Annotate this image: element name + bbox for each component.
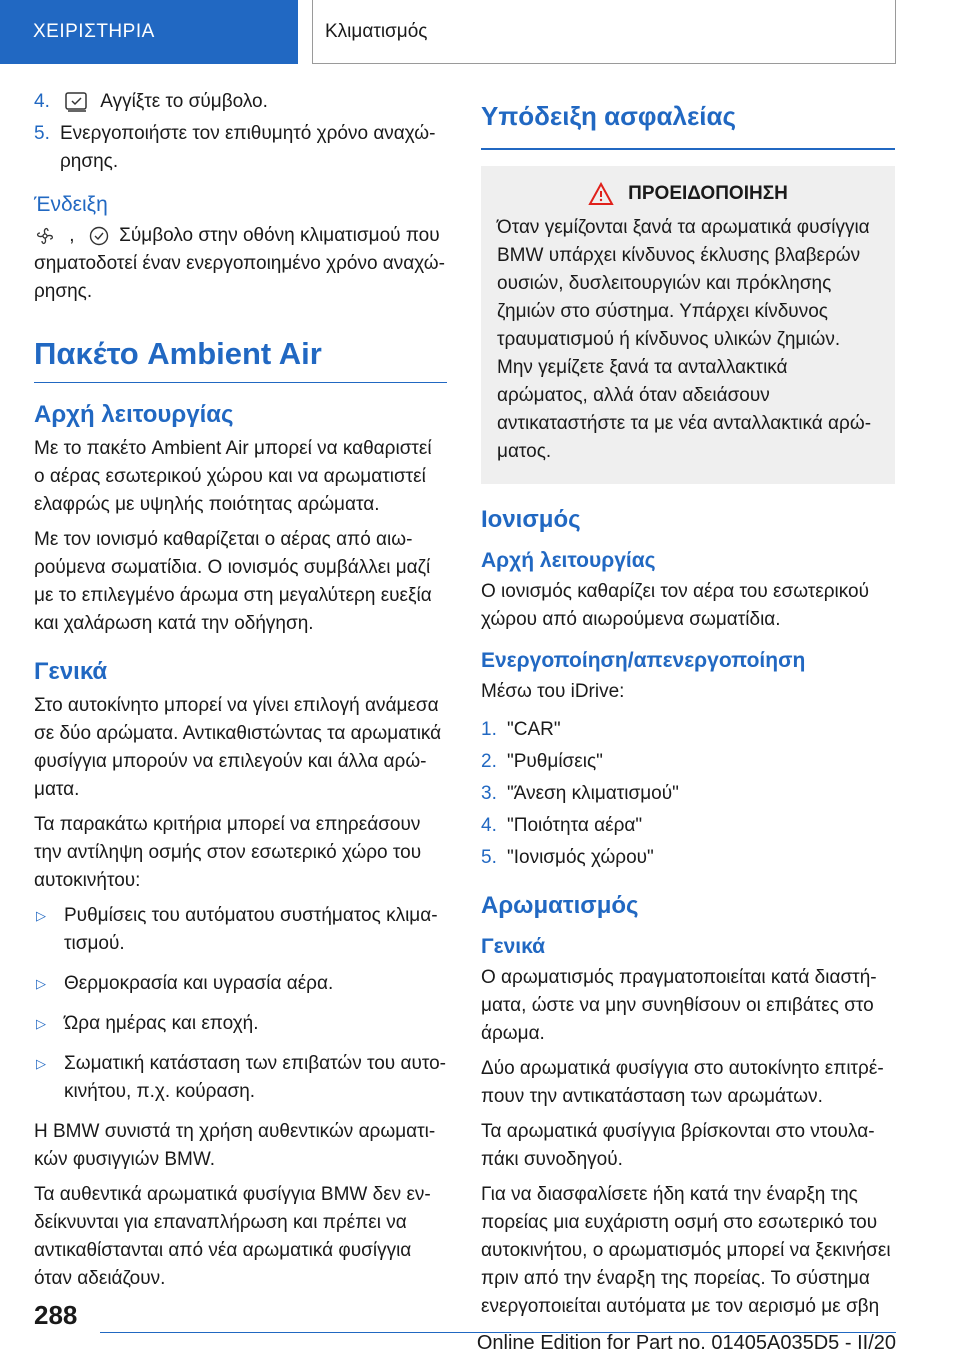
warning-label: ΠΡΟΕΙΔΟΠΟΙΗΣΗ: [628, 183, 788, 204]
edition-note: Online Edition for Part no. 01405A035D5 - II/20: [476, 1332, 896, 1354]
list-item-text: Ώρα ημέρας και εποχή.: [64, 1013, 259, 1034]
activation-steps: [481, 716, 895, 872]
section-tab[interactable]: [0, 0, 298, 64]
general-paragraph-2: Τα παρακάτω κριτήρια μπορεί να επηρεάσουν την αντίληψη οσμής στον εσωτερικό χώρο του αυτοκινήτου:: [34, 814, 422, 891]
warning-triangle-icon: [588, 182, 614, 206]
step-text: "Ιονισμός χώρου": [507, 847, 654, 868]
indication-paragraph: [34, 222, 447, 306]
step-number: 5.: [481, 847, 497, 868]
safety-heading: Υπόδειξη ασφαλείας: [481, 98, 895, 150]
indication-separator: ,: [69, 225, 75, 246]
step-number: 1.: [481, 719, 497, 740]
chapter-title: Κλιματισμός: [325, 20, 428, 42]
bullet-triangle-icon: ▷: [36, 1016, 46, 1031]
menu-path-step: [481, 780, 895, 808]
activation-heading: Ενεργοποίηση/απενεργοποίηση: [481, 649, 806, 672]
step-number: 4.: [34, 91, 50, 112]
page-number: 288: [34, 1300, 78, 1330]
step-text: Ενεργοποιήστε τον επιθυμητό χρόνο αναχώρησης.: [60, 123, 436, 172]
general-paragraph-3: Η BMW συνιστά τη χρήση αυθεντικών αρωματικών φυσιγγιών BMW.: [34, 1121, 436, 1170]
departure-time-symbol-icon: [64, 91, 90, 113]
general-paragraph-4: Τα αυθεντικά αρωματικά φυσίγγια BMW δεν ενδείκνυνται για επαναπλήρωση και πρέπει να αντικαθίστανται από νέα αρωματικά φυσίγγια όταν αδειάζουν.: [34, 1184, 431, 1289]
principle-heading: Αρχή λειτουργίας: [34, 401, 234, 428]
menu-path-step: [481, 812, 895, 840]
step-number: 3.: [481, 783, 497, 804]
step-text: "CAR": [507, 719, 561, 740]
criteria-list: [34, 902, 447, 1106]
step-text: "Άνεση κλιματισμού": [507, 783, 679, 804]
ion-heading: Ιονισμός: [481, 506, 581, 533]
warning-header: [497, 180, 879, 208]
menu-path-step: [481, 716, 895, 744]
aroma-paragraph-2: Δύο αρωματικά φυσίγγια στο αυτοκίνητο επιτρέπουν την αντικατάσταση των αρωμάτων.: [481, 1058, 884, 1107]
indication-heading: Ένδειξη: [34, 193, 108, 216]
ion-principle-heading: Αρχή λειτουργίας: [481, 549, 656, 572]
right-column: [481, 88, 895, 1328]
warning-text: Όταν γεμίζονται ξανά τα αρωματικά φυσίγγια BMW υπάρχει κίνδυνος έκλυσης βλαβερών ουσιών, δυσλειτουργιών και πρόκλησης ζημιών στο σύστημα. Υπάρχει κίνδυνος τραυματισμού ή κίνδυνος υλικών ζημιών. Μην γεμίζετε ξανά τα ανταλλακτικά αρώματος, αλλά όταν αδειάσουν αντικαταστήστε τα με νέα ανταλλακτικά αρώματος.: [497, 217, 872, 462]
ion-principle-text: Ο ιονισμός καθαρίζει τον αέρα του εσωτερικού χώρου από αιωρούμενα σωματίδια.: [481, 581, 869, 630]
package-heading: Πακέτο Ambient Air: [34, 336, 447, 383]
bullet-triangle-icon: ▷: [36, 1056, 46, 1071]
aroma-heading: Αρωματισμός: [481, 892, 639, 919]
step-text: [60, 88, 268, 116]
aroma-paragraph-3: Τα αρωματικά φυσίγγια βρίσκονται στο ντουλαπάκι συνοδηγού.: [481, 1121, 875, 1170]
list-item-text: Σωματική κατάσταση των επιβατών του αυτοκινήτου, π.χ. κούραση.: [64, 1053, 446, 1102]
list-item: [34, 1010, 447, 1038]
step-number: 4.: [481, 815, 497, 836]
list-item: [34, 970, 447, 998]
step-item: [34, 88, 447, 116]
step-text-label: Αγγίξτε το σύμβολο.: [100, 91, 268, 112]
list-item-text: Ρυθμίσεις του αυτόματου συστήματος κλιματισμού.: [64, 905, 438, 954]
left-column: [34, 88, 447, 1300]
general-paragraph-1: Στο αυτοκίνητο μπορεί να γίνει επιλογή ανάμεσα σε δύο αρώματα. Αντικαθιστώντας τα αρωματικά φυσίγγια μπορούν να επιλεγούν και άλλα αρώματα.: [34, 695, 442, 800]
bullet-triangle-icon: ▷: [36, 908, 46, 923]
step-number: 5.: [34, 123, 50, 144]
menu-path-step: [481, 844, 895, 872]
warning-box: [481, 166, 895, 484]
list-item: [34, 902, 447, 958]
step-text: "Ρυθμίσεις": [507, 751, 603, 772]
section-title: ΧΕΙΡΙΣΤΗΡΙΑ: [33, 21, 155, 42]
aroma-general-heading: Γενικά: [481, 935, 546, 958]
step-text: "Ποιότητα αέρα": [507, 815, 643, 836]
bullet-triangle-icon: ▷: [36, 976, 46, 991]
step-item: [34, 120, 447, 176]
indication-text: Σύμβολο στην οθόνη κλιματισμού που σηματοδοτεί έναν ενεργοποιημένο χρόνο αναχώρησης.: [34, 225, 445, 302]
aroma-paragraph-1: Ο αρωματισμός πραγματοποιείται κατά διαστήματα, ώστε να μην συνηθίσουν οι επιβάτες στο άρωμα.: [481, 967, 877, 1044]
list-item: [34, 1050, 447, 1106]
activation-intro: Μέσω του iDrive:: [481, 681, 625, 702]
chapter-header: [312, 0, 896, 64]
principle-paragraph-1: Με το πακέτο Ambient Air μπορεί να καθαριστεί ο αέρας εσωτερικού χώρου και να αρωματιστεί ελαφρώς με υψηλής ποιότητας αρώματα.: [34, 438, 432, 515]
general-heading: Γενικά: [34, 658, 108, 685]
list-item-text: Θερμοκρασία και υγρασία αέρα.: [64, 973, 334, 994]
aroma-paragraph-4: Για να διασφαλίσετε ήδη κατά την έναρξη της πορείας μια ευχάριστη οσμή στο εσωτερικό του αυτοκινήτου, ο αρωματισμός μπορεί να ξεκινήσει πριν από την έναρξη της πορείας. Το σύστημα ενεργοποιείται αυτόματα με τον αερισμό με σβη: [481, 1184, 891, 1317]
fan-symbol-icon: [34, 225, 56, 247]
menu-path-step: [481, 748, 895, 776]
timer-symbol-icon: [88, 225, 110, 247]
principle-paragraph-2: Με τον ιονισμό καθαρίζεται ο αέρας από αιωρούμενα σωματίδια. Ο ιονισμός συμβάλλει μαζί με το επιλεγμένο άρωμα στη μεγαλύτερη ευεξία και χαλάρωση κατά την οδήγηση.: [34, 529, 432, 634]
step-number: 2.: [481, 751, 497, 772]
